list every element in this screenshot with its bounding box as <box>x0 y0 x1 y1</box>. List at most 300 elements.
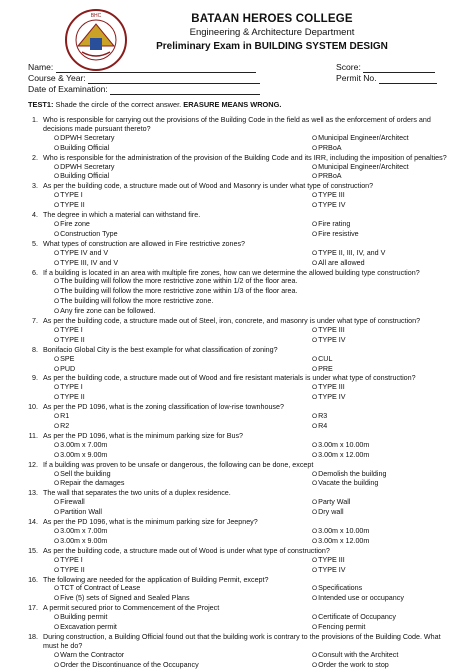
answer-label: TYPE III <box>318 191 345 200</box>
answer-option[interactable] <box>312 412 452 422</box>
answer-bubble-icon[interactable]: O <box>312 365 318 373</box>
answer-bubble-icon[interactable]: O <box>312 624 318 632</box>
answer-label: TYPE II, III, IV, and V <box>318 248 386 257</box>
answer-label: Partition Wall <box>60 508 102 517</box>
answer-bubble-icon[interactable]: O <box>312 480 318 488</box>
answer-label: Fire rating <box>318 219 351 228</box>
answer-bubble-icon[interactable]: O <box>312 556 318 564</box>
answer-bubble-icon[interactable]: O <box>54 394 60 402</box>
answer-bubble-icon[interactable]: O <box>312 202 318 210</box>
question-row <box>22 403 452 412</box>
answer-bubble-icon[interactable]: O <box>312 413 318 421</box>
answer-option[interactable] <box>312 393 452 403</box>
question-text: As per the building code, a structure made out of Steel, iron, concrete, and masonry is under what type of construction? <box>43 317 421 326</box>
answer-option[interactable] <box>312 134 452 144</box>
answer-label: PRBoA <box>318 172 342 181</box>
answer-label: PUD <box>60 364 76 373</box>
answer-option[interactable] <box>312 508 452 518</box>
answer-label: PRBoA <box>318 143 342 152</box>
answer-bubble-icon[interactable]: O <box>312 661 318 669</box>
answer-label: Order the Discontinuance of the Occupancy <box>60 660 199 669</box>
answer-option[interactable] <box>54 451 312 461</box>
answer-label: TYPE III <box>318 555 345 564</box>
answer-bubble-icon[interactable]: O <box>54 556 60 564</box>
answer-bubble-icon[interactable]: O <box>312 163 318 171</box>
answer-option[interactable] <box>312 594 452 604</box>
answer-bubble-icon[interactable]: O <box>54 163 60 171</box>
question-number: 16. <box>28 575 38 584</box>
question-text: Who is responsible for the administration of the provision of the Building Code and its IRR, including the imposition of penalties? <box>43 153 447 162</box>
answer-option[interactable] <box>312 355 452 365</box>
question-number: 18. <box>28 632 38 641</box>
answer-bubble-icon[interactable]: O <box>312 326 318 334</box>
answer-option[interactable] <box>54 527 312 537</box>
score-field[interactable] <box>363 64 435 73</box>
name-label: Name: <box>28 62 54 72</box>
answer-bubble-icon[interactable]: O <box>54 537 60 545</box>
answer-bubble-icon[interactable]: O <box>54 230 60 238</box>
answer-label: Fire resistive <box>318 229 359 238</box>
answer-option[interactable] <box>54 498 312 508</box>
course-year-label: Course & Year: <box>28 73 86 83</box>
answer-option[interactable] <box>312 383 452 393</box>
answer-label: TYPE II <box>60 565 85 574</box>
question-number: 14. <box>28 518 38 527</box>
answer-bubble-icon[interactable]: O <box>54 259 60 267</box>
answer-option[interactable] <box>54 566 312 576</box>
answer-label: The building will follow the more restrictive zone. <box>60 297 214 306</box>
answer-label: Demolish the building <box>318 469 387 478</box>
question-number: 7. <box>32 317 38 326</box>
answer-bubble-icon[interactable]: O <box>312 336 318 344</box>
answer-options <box>22 613 452 633</box>
answer-option[interactable] <box>54 383 312 393</box>
question-row <box>22 432 452 441</box>
answer-bubble-icon[interactable]: O <box>312 470 318 478</box>
question-text: As per the PD 1096, what is the zoning classification of low-rise townhouse? <box>43 403 284 412</box>
answer-option[interactable] <box>54 479 312 489</box>
question-number: 4. <box>32 211 38 220</box>
answer-options <box>22 441 452 461</box>
answer-label: Repair the damages <box>60 479 125 488</box>
answer-label: TYPE III <box>318 325 345 334</box>
answer-label: TYPE III <box>318 383 345 392</box>
name-field[interactable] <box>56 64 256 73</box>
answer-bubble-icon[interactable]: O <box>54 144 60 152</box>
answer-option[interactable] <box>312 220 452 230</box>
answer-options <box>22 651 452 671</box>
answer-option[interactable] <box>54 336 312 346</box>
answer-bubble-icon[interactable]: O <box>312 614 318 622</box>
answer-label: Five (5) sets of Signed and Sealed Plans <box>60 594 190 603</box>
answer-bubble-icon[interactable]: O <box>54 278 60 286</box>
answer-label: TYPE II <box>60 335 85 344</box>
answer-label: TYPE II <box>60 201 85 210</box>
answer-option[interactable] <box>54 613 312 623</box>
answer-option[interactable] <box>54 584 312 594</box>
answer-label: Party Wall <box>318 498 351 507</box>
answer-label: R3 <box>318 412 328 421</box>
answer-option[interactable] <box>312 613 452 623</box>
question-number: 6. <box>32 268 38 277</box>
answer-option[interactable] <box>54 537 312 547</box>
answer-options <box>22 191 452 211</box>
answer-bubble-icon[interactable]: O <box>54 220 60 228</box>
answer-options <box>22 470 452 490</box>
answer-bubble-icon[interactable]: O <box>54 451 60 459</box>
answer-option[interactable] <box>54 297 452 307</box>
answer-label: 3.00m x 7.00m <box>60 526 108 535</box>
answer-label: TYPE I <box>60 191 83 200</box>
answer-bubble-icon[interactable]: O <box>54 624 60 632</box>
answer-option[interactable] <box>54 144 312 154</box>
answer-option[interactable] <box>54 201 312 211</box>
answer-label: Certificate of Occupancy <box>318 613 396 622</box>
answer-options <box>22 163 452 183</box>
answer-label: Excavation permit <box>60 623 117 632</box>
answer-option[interactable] <box>54 163 312 173</box>
answer-options <box>22 220 452 240</box>
answer-option[interactable] <box>312 230 452 240</box>
answer-bubble-icon[interactable]: O <box>312 192 318 200</box>
answer-option[interactable] <box>312 191 452 201</box>
answer-bubble-icon[interactable]: O <box>54 423 60 430</box>
answer-option[interactable] <box>54 623 312 633</box>
answer-option[interactable] <box>312 470 452 480</box>
answer-option[interactable] <box>312 661 452 671</box>
answer-bubble-icon[interactable]: O <box>54 470 60 478</box>
answer-label: TYPE IV <box>318 201 346 210</box>
answer-label: PRE <box>318 364 333 373</box>
answer-bubble-icon[interactable]: O <box>312 394 318 402</box>
answer-bubble-icon[interactable]: O <box>312 423 318 430</box>
answer-bubble-icon[interactable]: O <box>312 651 318 659</box>
question-number: 5. <box>32 239 38 248</box>
answer-bubble-icon[interactable]: O <box>54 384 60 392</box>
question-text: As per the building code, a structure made out of Wood and Masonry is under what type of construction? <box>43 182 374 191</box>
question-row <box>22 346 452 355</box>
answer-label: Municipal Engineer/Architect <box>318 162 409 171</box>
answer-option[interactable] <box>54 172 312 182</box>
answer-bubble-icon[interactable]: O <box>312 134 318 142</box>
answer-option[interactable] <box>312 623 452 633</box>
answer-option[interactable] <box>312 441 452 451</box>
answer-option[interactable] <box>54 470 312 480</box>
answer-option[interactable] <box>312 365 452 375</box>
answer-bubble-icon[interactable]: O <box>312 259 318 267</box>
answer-label: Municipal Engineer/Architect <box>318 133 409 142</box>
question-number: 15. <box>28 546 38 555</box>
answer-bubble-icon[interactable]: O <box>312 451 318 459</box>
question-item <box>22 547 452 576</box>
answer-bubble-icon[interactable]: O <box>54 441 60 449</box>
question-text: Who is responsible for carrying out the provisions of the Building Code in the field as well as the enforcement of orders and decisions made pursuant thereto? <box>43 116 431 133</box>
question-text: As per the building code, a structure made out of Wood is under what type of construction? <box>43 546 330 555</box>
answer-bubble-icon[interactable]: O <box>312 537 318 545</box>
answer-label: 3.00m x 7.00m <box>60 440 108 449</box>
answer-label: TYPE I <box>60 325 83 334</box>
answer-label: Order the work to stop <box>318 660 389 669</box>
answer-option[interactable] <box>312 249 452 259</box>
question-item <box>22 116 452 154</box>
answer-option[interactable] <box>54 661 312 671</box>
question-item <box>22 604 452 633</box>
answer-option[interactable] <box>312 259 452 269</box>
question-row <box>22 518 452 527</box>
question-text: The following are needed for the application of Building Permit, except? <box>43 575 269 584</box>
answer-option[interactable] <box>54 326 312 336</box>
answer-bubble-icon[interactable]: O <box>312 527 318 535</box>
answer-option[interactable] <box>312 163 452 173</box>
question-number: 10. <box>28 403 38 412</box>
svg-text:BHC: BHC <box>90 13 102 19</box>
question-row <box>22 576 452 585</box>
answer-bubble-icon[interactable]: O <box>312 230 318 238</box>
answer-option[interactable] <box>312 556 452 566</box>
answer-bubble-icon[interactable]: O <box>54 134 60 142</box>
answer-bubble-icon[interactable]: O <box>54 202 60 210</box>
answer-label: Fencing permit <box>318 623 366 632</box>
question-item <box>22 346 452 375</box>
answer-option[interactable] <box>54 441 312 451</box>
answer-option[interactable] <box>312 326 452 336</box>
question-number: 2. <box>32 153 38 162</box>
question-text: As per the PD 1096, what is the minimum parking size for Jeepney? <box>43 518 258 527</box>
answer-label: TYPE IV <box>318 393 346 402</box>
answer-label: TCT of Contract of Lease <box>60 584 141 593</box>
answer-bubble-icon[interactable]: O <box>312 384 318 392</box>
answer-bubble-icon[interactable]: O <box>54 480 60 488</box>
answer-option[interactable] <box>312 527 452 537</box>
answer-options <box>22 584 452 604</box>
answer-label: TYPE II <box>60 393 85 402</box>
course-year-field[interactable] <box>88 75 260 84</box>
answer-option[interactable] <box>312 584 452 594</box>
answer-bubble-icon[interactable]: O <box>312 585 318 593</box>
document-header <box>130 12 414 54</box>
question-number: 3. <box>32 182 38 191</box>
answer-bubble-icon[interactable]: O <box>312 249 318 257</box>
answer-label: DPWH Secretary <box>60 133 115 142</box>
score-label: Score: <box>336 62 361 72</box>
question-text: Bonifacio Global City is the best example for what classification of zoning? <box>43 345 278 354</box>
answer-option[interactable] <box>312 566 452 576</box>
question-row <box>22 374 452 383</box>
question-row <box>22 547 452 556</box>
question-text: If a building was proven to be unsafe or dangerous, the following can be done, except <box>43 460 314 469</box>
test-label: TEST1: <box>28 100 54 109</box>
date-exam-field[interactable] <box>110 86 260 95</box>
answer-option[interactable] <box>54 220 312 230</box>
answer-label: 3.00m x 9.00m <box>60 450 108 459</box>
answer-bubble-icon[interactable]: O <box>54 173 60 181</box>
answer-label: 3.00m x 12.00m <box>318 536 370 545</box>
answer-label: The building will follow the more restrictive zone within 1/2 of the floor area. <box>60 277 298 286</box>
question-item <box>22 403 452 432</box>
answer-option[interactable] <box>312 451 452 461</box>
question-text: A permit secured prior to Commencement of the Project <box>43 604 220 613</box>
answer-label: 3.00m x 10.00m <box>318 526 370 535</box>
question-text: As per the building code, a structure made out of Wood and fire resistant materials is under what type of construction? <box>43 374 416 383</box>
question-number: 8. <box>32 345 38 354</box>
answer-label: R1 <box>60 412 70 421</box>
answer-option[interactable] <box>54 508 312 518</box>
answer-option[interactable] <box>312 144 452 154</box>
answer-label: The building will follow the more restrictive zone within 1/3 of the floor area. <box>60 287 298 296</box>
question-text: As per the PD 1096, what is the minimum parking size for Bus? <box>43 431 244 440</box>
answer-bubble-icon[interactable]: O <box>312 509 318 517</box>
question-item <box>22 432 452 461</box>
answer-label: TYPE III, IV and V <box>60 258 119 267</box>
question-item <box>22 461 452 490</box>
answer-option[interactable] <box>312 336 452 346</box>
question-row <box>22 633 452 651</box>
question-item <box>22 576 452 605</box>
answer-label: TYPE I <box>60 383 83 392</box>
answer-label: 3.00m x 10.00m <box>318 440 370 449</box>
question-list <box>22 116 452 671</box>
answer-label: Building Official <box>60 172 110 181</box>
answer-bubble-icon[interactable]: O <box>54 192 60 200</box>
answer-bubble-icon[interactable]: O <box>54 249 60 257</box>
answer-bubble-icon[interactable]: O <box>312 566 318 574</box>
answer-label: Consult with the Architect <box>318 650 399 659</box>
date-exam-label: Date of Examination: <box>28 84 108 94</box>
question-item <box>22 317 452 346</box>
answer-option[interactable] <box>312 479 452 489</box>
answer-bubble-icon[interactable]: O <box>54 614 60 622</box>
answer-label: Warn the Contractor <box>60 650 125 659</box>
question-row <box>22 269 452 278</box>
answer-option[interactable] <box>312 201 452 211</box>
answer-bubble-icon[interactable]: O <box>54 413 60 421</box>
answer-label: Building Official <box>60 143 110 152</box>
answer-bubble-icon[interactable]: O <box>312 355 318 363</box>
answer-option[interactable] <box>54 556 312 566</box>
answer-label: R2 <box>60 422 70 430</box>
answer-bubble-icon[interactable]: O <box>54 336 60 344</box>
question-number: 12. <box>28 460 38 469</box>
answer-option[interactable] <box>54 277 452 287</box>
question-item <box>22 374 452 403</box>
answer-label: Intended use or occupancy <box>318 594 404 603</box>
answer-bubble-icon[interactable]: O <box>54 308 60 316</box>
answer-bubble-icon[interactable]: O <box>54 499 60 507</box>
answer-option[interactable] <box>54 287 452 297</box>
answer-option[interactable] <box>312 651 452 661</box>
permit-field[interactable] <box>379 75 437 84</box>
question-item <box>22 211 452 240</box>
permit-label: Permit No. <box>336 73 377 83</box>
question-text: During construction, a Building Official found out that the building work is contrary to the provisions of the Building Code. What must he do? <box>43 632 441 650</box>
answer-option[interactable] <box>54 191 312 201</box>
test-warning: ERASURE MEANS WRONG. <box>183 100 282 109</box>
answer-label: SPE <box>60 354 75 363</box>
answer-option[interactable] <box>312 422 452 432</box>
answer-bubble-icon[interactable]: O <box>54 298 60 306</box>
answer-option[interactable] <box>54 134 312 144</box>
question-row <box>22 240 452 249</box>
answer-option[interactable] <box>54 422 312 432</box>
answer-option[interactable] <box>54 355 312 365</box>
answer-option[interactable] <box>54 230 312 240</box>
answer-option[interactable] <box>312 537 452 547</box>
answer-option[interactable] <box>312 498 452 508</box>
question-row <box>22 154 452 163</box>
answer-label: Firewall <box>60 498 85 507</box>
question-text: What types of construction are allowed in Fire restrictive zones? <box>43 239 246 248</box>
answer-label: DPWH Secretary <box>60 162 115 171</box>
answer-bubble-icon[interactable]: O <box>312 220 318 228</box>
answer-label: TYPE IV <box>318 565 346 574</box>
student-info-fields <box>28 62 450 95</box>
answer-bubble-icon[interactable]: O <box>54 288 60 296</box>
answer-bubble-icon[interactable]: O <box>54 527 60 535</box>
answer-options <box>22 277 452 317</box>
answer-label: Fire zone <box>60 219 90 228</box>
answer-option[interactable] <box>312 172 452 182</box>
answer-option[interactable] <box>54 249 312 259</box>
answer-options <box>22 134 452 154</box>
answer-bubble-icon[interactable]: O <box>312 144 318 152</box>
question-text: If a building is located in an area with multiple fire zones, how can we determine the allowed building type construction? <box>43 268 420 277</box>
answer-label: Sell the building <box>60 469 111 478</box>
answer-options <box>22 326 452 346</box>
answer-option[interactable] <box>54 259 312 269</box>
answer-option[interactable] <box>54 412 312 422</box>
answer-options <box>22 498 452 518</box>
answer-bubble-icon[interactable]: O <box>54 509 60 517</box>
question-item <box>22 240 452 269</box>
answer-bubble-icon[interactable]: O <box>54 566 60 574</box>
answer-bubble-icon[interactable]: O <box>54 326 60 334</box>
answer-bubble-icon[interactable]: O <box>312 173 318 181</box>
answer-bubble-icon[interactable]: O <box>312 595 318 603</box>
answer-label: TYPE I <box>60 555 83 564</box>
question-number: 11. <box>28 431 38 440</box>
school-name: BATAAN HEROES COLLEGE <box>191 13 353 25</box>
question-item <box>22 633 452 671</box>
answer-bubble-icon[interactable]: O <box>54 595 60 603</box>
answer-option[interactable] <box>54 651 312 661</box>
answer-bubble-icon[interactable]: O <box>312 499 318 507</box>
answer-options <box>22 527 452 547</box>
answer-bubble-icon[interactable]: O <box>54 651 60 659</box>
answer-options <box>22 556 452 576</box>
answer-option[interactable] <box>54 393 312 403</box>
answer-options <box>22 412 452 432</box>
answer-bubble-icon[interactable]: O <box>54 661 60 669</box>
question-text: The wall that separates the two units of a duplex residence. <box>43 489 231 498</box>
answer-option[interactable] <box>54 307 452 317</box>
answer-label: Any fire zone can be followed. <box>60 307 156 316</box>
answer-option[interactable] <box>54 594 312 604</box>
answer-bubble-icon[interactable]: O <box>54 355 60 363</box>
question-item <box>22 269 452 318</box>
exam-title: Preliminary Exam in BUILDING SYSTEM DESIGN <box>156 41 388 52</box>
question-number: 17. <box>28 604 38 613</box>
answer-bubble-icon[interactable]: O <box>312 441 318 449</box>
department-name: Engineering & Architecture Department <box>189 27 355 38</box>
question-row <box>22 604 452 613</box>
answer-bubble-icon[interactable]: O <box>54 585 60 593</box>
answer-options <box>22 383 452 403</box>
answer-label: 3.00m x 12.00m <box>318 450 370 459</box>
answer-option[interactable] <box>54 365 312 375</box>
question-row <box>22 317 452 326</box>
answer-bubble-icon[interactable]: O <box>54 365 60 373</box>
answer-label: Dry wall <box>318 508 344 517</box>
